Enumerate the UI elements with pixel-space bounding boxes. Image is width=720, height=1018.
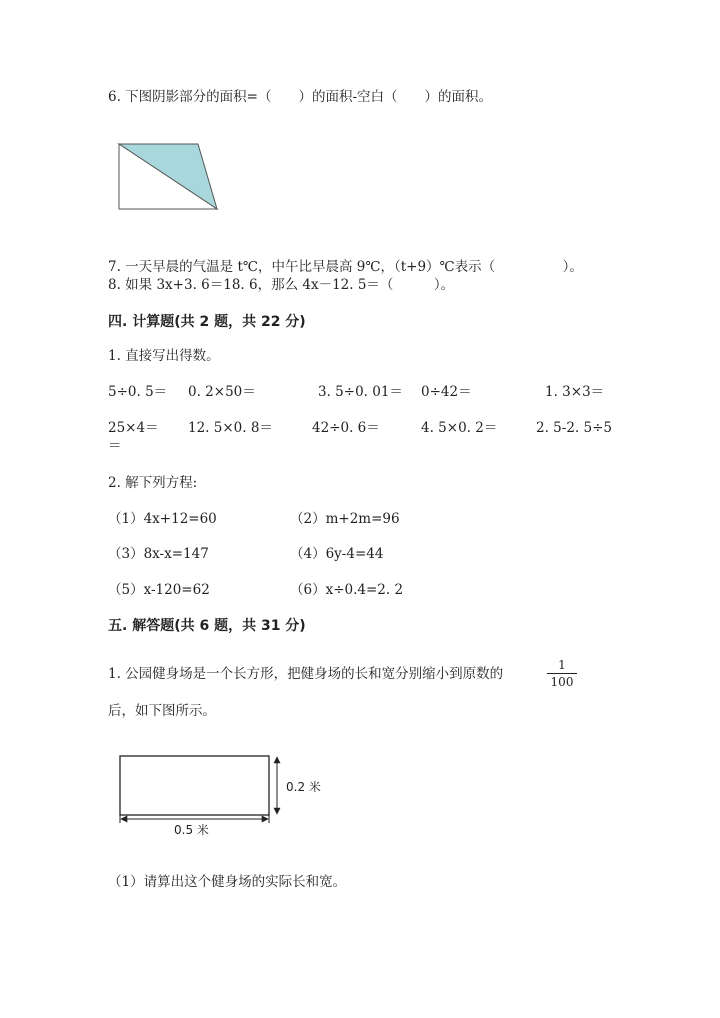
solve-q1-text: 1. 公园健身场是一个长方形，把健身场的长和宽分别缩小到原数的 bbox=[108, 666, 504, 682]
calc-item: 25×4＝ bbox=[108, 420, 159, 436]
equation: （4）6y-4=44 bbox=[290, 546, 384, 562]
equation: （5）x-120=62 bbox=[108, 582, 210, 598]
calc-item-wrap: ＝ bbox=[108, 438, 122, 454]
equation: （2）m+2m=96 bbox=[290, 511, 400, 527]
calc-item: 0. 2×50＝ bbox=[188, 384, 256, 400]
question-7: 7. 一天早晨的气温是 t℃，中午比早晨高 9℃，（t+9）℃表示（ ）。 bbox=[108, 259, 583, 275]
fraction-numerator: 1 bbox=[558, 658, 566, 672]
height-label: 0.2 米 bbox=[286, 780, 321, 794]
fraction-denominator: 100 bbox=[550, 675, 574, 689]
calc-q2-title: 2. 解下列方程: bbox=[108, 475, 198, 491]
calc-item: 1. 3×3＝ bbox=[545, 384, 605, 400]
fraction bbox=[547, 658, 577, 689]
rectangle-figure bbox=[110, 750, 330, 840]
fraction-bar bbox=[547, 673, 577, 674]
solve-q1-text-2: 后，如下图所示。 bbox=[108, 703, 216, 719]
calc-item: 4. 5×0. 2＝ bbox=[421, 420, 498, 436]
calc-q1-title: 1. 直接写出得数。 bbox=[108, 348, 220, 364]
solve-q1-sub1: （1）请算出这个健身场的实际长和宽。 bbox=[108, 874, 347, 890]
calc-item: 3. 5÷0. 01＝ bbox=[318, 384, 403, 400]
section-5-title: 五. 解答题(共 6 题，共 31 分) bbox=[108, 618, 306, 634]
equation: （6）x÷0.4=2. 2 bbox=[290, 582, 404, 598]
equation: （3）8x-x=147 bbox=[108, 546, 209, 562]
park-rectangle bbox=[120, 756, 269, 815]
trapezoid-figure bbox=[118, 143, 220, 211]
section-4-title: 四. 计算题(共 2 题，共 22 分) bbox=[108, 314, 306, 330]
equation: （1）4x+12=60 bbox=[108, 511, 217, 527]
calc-item: 0÷42＝ bbox=[421, 384, 472, 400]
calc-item: 12. 5×0. 8＝ bbox=[188, 420, 273, 436]
calc-item: 2. 5-2. 5÷5 bbox=[536, 420, 612, 436]
calc-item: 5÷0. 5＝ bbox=[108, 384, 168, 400]
question-6: 6. 下图阴影部分的面积=（ ）的面积-空白（ ）的面积。 bbox=[108, 89, 493, 105]
width-label: 0.5 米 bbox=[174, 823, 209, 837]
calc-item: 42÷0. 6＝ bbox=[312, 420, 380, 436]
question-8: 8. 如果 3x+3. 6＝18. 6，那么 4x－12. 5＝（ ）。 bbox=[108, 277, 455, 293]
